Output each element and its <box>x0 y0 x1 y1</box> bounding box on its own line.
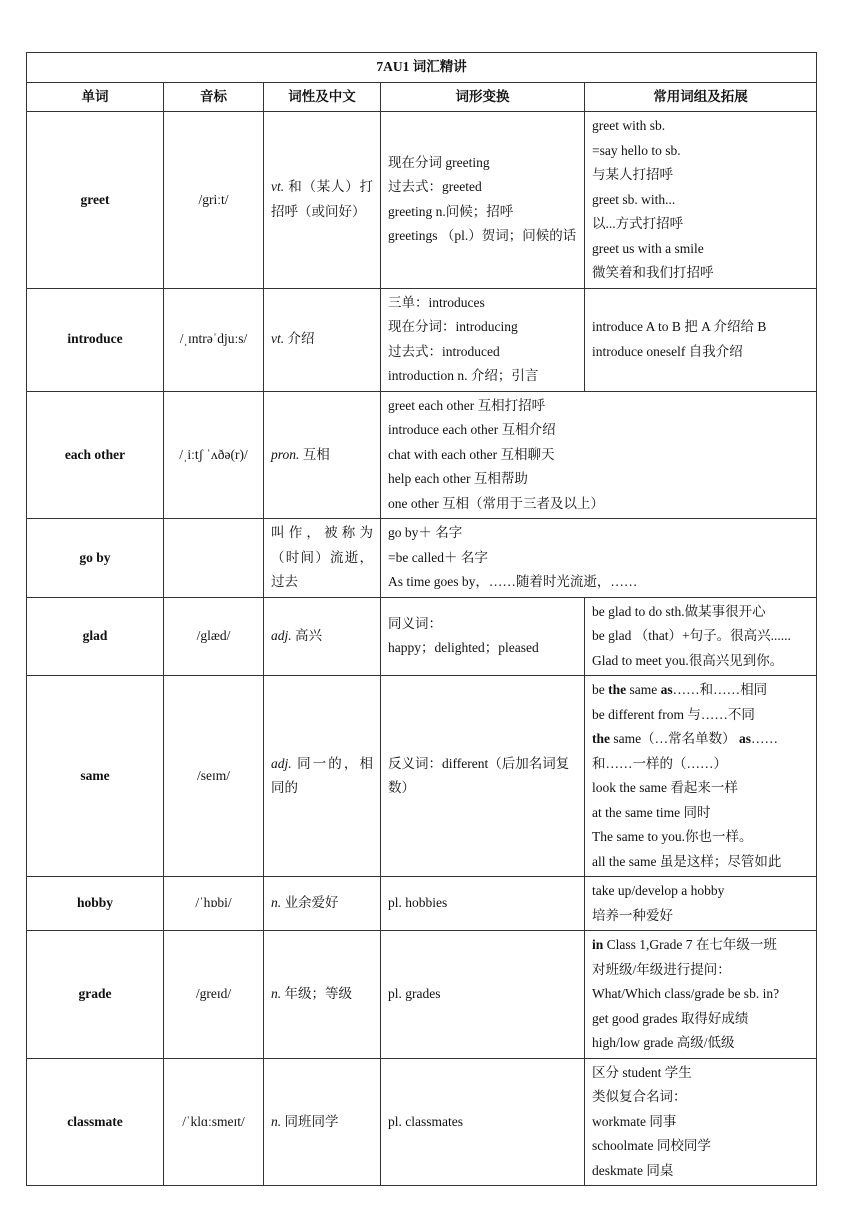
phrase-line: go by＋ 名字 <box>388 525 463 540</box>
ext-line: take up/develop a hobby <box>592 883 725 898</box>
pos-meaning: 年级；等级 <box>281 986 352 1001</box>
word-cell: same <box>27 676 164 877</box>
merged-cell <box>381 519 817 598</box>
word-cell: grade <box>27 931 164 1059</box>
ext-line: 培养一种爱好 <box>592 907 673 923</box>
phonetic-cell: /greɪd/ <box>164 931 264 1059</box>
ext-line: deskmate 同桌 <box>592 1162 674 1178</box>
word-cell: introduce <box>27 288 164 391</box>
table-row <box>27 391 817 519</box>
header-pos: 词性及中文 <box>264 82 381 112</box>
pos-abbr: adj. <box>271 755 292 771</box>
phrase-line: one other 互相（常用于三者及以上） <box>388 495 604 511</box>
forms-cell <box>381 676 585 877</box>
extension-cell <box>585 877 817 931</box>
pos-cell <box>264 877 381 931</box>
phonetic-cell: /glæd/ <box>164 597 264 676</box>
pos-cell <box>264 597 381 676</box>
word-cell: hobby <box>27 877 164 931</box>
ext-line: be glad to do sth.做某事很开心 <box>592 603 766 619</box>
forms-line: 过去式：greeted <box>388 179 482 195</box>
ext-text: same（…常名单数） <box>610 731 739 746</box>
pos-cell <box>264 931 381 1059</box>
phonetic-cell <box>164 519 264 598</box>
forms-line: introduction n. 介绍；引言 <box>388 368 539 383</box>
ext-bold: in <box>592 937 604 952</box>
pos-abbr: vt. <box>271 331 285 347</box>
phonetic-cell: /ˌɪntrəˈdjuːs/ <box>164 288 264 391</box>
ext-line: workmate 同事 <box>592 1113 677 1129</box>
phrase-line: chat with each other 互相聊天 <box>388 446 555 462</box>
word-cell: classmate <box>27 1058 164 1186</box>
ext-line: 微笑着和我们打招呼 <box>592 265 714 280</box>
table-row <box>27 931 817 1059</box>
ext-line: high/low grade 高级/低级 <box>592 1035 735 1050</box>
pos-abbr: vt. <box>271 179 285 195</box>
pos-meaning: 同班同学 <box>281 1113 339 1129</box>
word-cell: each other <box>27 391 164 519</box>
ext-line: greet us with a smile <box>592 240 704 256</box>
table-row <box>27 597 817 676</box>
pos-meaning: 和（某人）打招呼（或问好） <box>271 179 373 219</box>
ext-line: 对班级/年级进行提问： <box>592 961 731 977</box>
pos-meaning: 同一的，相同的 <box>271 755 373 795</box>
ext-text: ……和……一样的（……） <box>592 731 779 771</box>
table-title: 7AU1 词汇精讲 <box>27 53 817 83</box>
table-row <box>27 1058 817 1186</box>
ext-line: greet with sb. <box>592 118 666 133</box>
pos-abbr: n. <box>271 986 282 1001</box>
forms-line: 同义词： <box>388 615 442 631</box>
vocabulary-table <box>26 52 817 1186</box>
ext-text: be <box>592 682 609 697</box>
forms-cell <box>381 112 585 289</box>
extension-cell <box>585 931 817 1059</box>
extension-cell <box>585 1058 817 1186</box>
pos-meaning: 介绍 <box>284 331 315 347</box>
table-row <box>27 288 817 391</box>
forms-line: 现在分词：introducing <box>388 319 518 334</box>
ext-line <box>592 678 809 703</box>
phrase-line: =be called＋ 名字 <box>388 549 488 565</box>
header-extension: 常用词组及拓展 <box>585 82 817 112</box>
ext-line: 与某人打招呼 <box>592 167 673 182</box>
phonetic-cell: /ˈhɒbi/ <box>164 877 264 931</box>
pos-cell: 叫作，被称为（时间）流逝，过去 <box>264 519 381 598</box>
ext-line: =say hello to sb. <box>592 142 681 158</box>
ext-bold: as <box>739 731 752 746</box>
header-word: 单词 <box>27 82 164 112</box>
ext-line <box>592 727 809 776</box>
word-cell: go by <box>27 519 164 598</box>
ext-line: introduce A to B 把 A 介绍给 B <box>592 319 767 334</box>
phrase-line: greet each other 互相打招呼 <box>388 397 546 413</box>
ext-bold: as <box>660 682 673 697</box>
forms-cell <box>381 288 585 391</box>
forms-cell <box>381 931 585 1059</box>
table-row <box>27 112 817 289</box>
phonetic-cell: /ˌiːtʃ ˈʌðə(r)/ <box>164 391 264 519</box>
forms-line: pl. grades <box>388 986 441 1001</box>
ext-line: be glad （that）+句子。很高兴...... <box>592 628 791 643</box>
forms-line: 反义词：different（后加名词复数） <box>388 755 570 795</box>
extension-cell <box>585 112 817 289</box>
ext-line: introduce oneself 自我介绍 <box>592 343 743 359</box>
title-row <box>27 53 817 83</box>
ext-line: be different from 与……不同 <box>592 706 755 722</box>
ext-line: get good grades 取得好成绩 <box>592 1010 749 1026</box>
ext-line: schoolmate 同校同学 <box>592 1138 711 1153</box>
ext-text: same <box>626 682 661 697</box>
pos-cell <box>264 288 381 391</box>
pos-abbr: n. <box>271 1113 282 1129</box>
table-row <box>27 676 817 877</box>
pos-meaning: 互相 <box>299 446 330 462</box>
forms-line: greeting n.问候；招呼 <box>388 203 514 219</box>
ext-line: What/Which class/grade be sb. in? <box>592 986 780 1001</box>
extension-cell <box>585 597 817 676</box>
pos-cell <box>264 676 381 877</box>
ext-line <box>592 933 809 958</box>
pos-cell <box>264 1058 381 1186</box>
merged-cell <box>381 391 817 519</box>
phonetic-cell: /ˈklɑːsmeɪt/ <box>164 1058 264 1186</box>
ext-bold: the <box>592 731 610 746</box>
pos-abbr: adj. <box>271 628 292 643</box>
phonetic-cell: /seɪm/ <box>164 676 264 877</box>
header-row <box>27 82 817 112</box>
table-row <box>27 519 817 598</box>
phrase-line: help each other 互相帮助 <box>388 471 528 486</box>
ext-line: greet sb. with... <box>592 191 676 207</box>
ext-line: all the same 虽是这样；尽管如此 <box>592 853 782 869</box>
forms-cell <box>381 597 585 676</box>
ext-bold: the <box>608 682 627 697</box>
forms-line: pl. classmates <box>388 1113 463 1129</box>
ext-line: at the same time 同时 <box>592 804 711 820</box>
word-cell: glad <box>27 597 164 676</box>
forms-line: greetings （pl.）贺词；问候的话 <box>388 228 577 244</box>
pos-meaning: 业余爱好 <box>281 895 339 911</box>
forms-line: 现在分词 greeting <box>388 154 490 170</box>
header-forms: 词形变换 <box>381 82 585 112</box>
pos-meaning: 高兴 <box>291 628 323 643</box>
pos-cell <box>264 112 381 289</box>
header-phonetic: 音标 <box>164 82 264 112</box>
forms-line: pl. hobbies <box>388 895 448 911</box>
ext-text: Class 1,Grade 7 在七年级一班 <box>603 937 777 952</box>
extension-cell <box>585 288 817 391</box>
phrase-line: introduce each other 互相介绍 <box>388 422 556 437</box>
extension-cell <box>585 676 817 877</box>
pos-abbr: n. <box>271 895 282 911</box>
forms-cell <box>381 1058 585 1186</box>
pos-cell <box>264 391 381 519</box>
ext-text: ……和……相同 <box>672 682 768 697</box>
ext-line: look the same 看起来一样 <box>592 780 738 795</box>
ext-line: 类似复合名词： <box>592 1089 687 1104</box>
forms-line: 过去式：introduced <box>388 343 500 359</box>
ext-line: The same to you.你也一样。 <box>592 829 753 844</box>
phrase-line: As time goes by，……随着时光流逝，…… <box>388 574 638 589</box>
ext-line: Glad to meet you.很高兴见到你。 <box>592 652 784 668</box>
table-row <box>27 877 817 931</box>
ext-line: 以...方式打招呼 <box>592 216 684 231</box>
phonetic-cell: /griːt/ <box>164 112 264 289</box>
forms-line: 三单：introduces <box>388 294 485 310</box>
ext-line: 区分 student 学生 <box>592 1064 692 1080</box>
word-cell: greet <box>27 112 164 289</box>
forms-line: happy；delighted；pleased <box>388 640 539 656</box>
forms-cell <box>381 877 585 931</box>
pos-abbr: pron. <box>271 446 300 462</box>
